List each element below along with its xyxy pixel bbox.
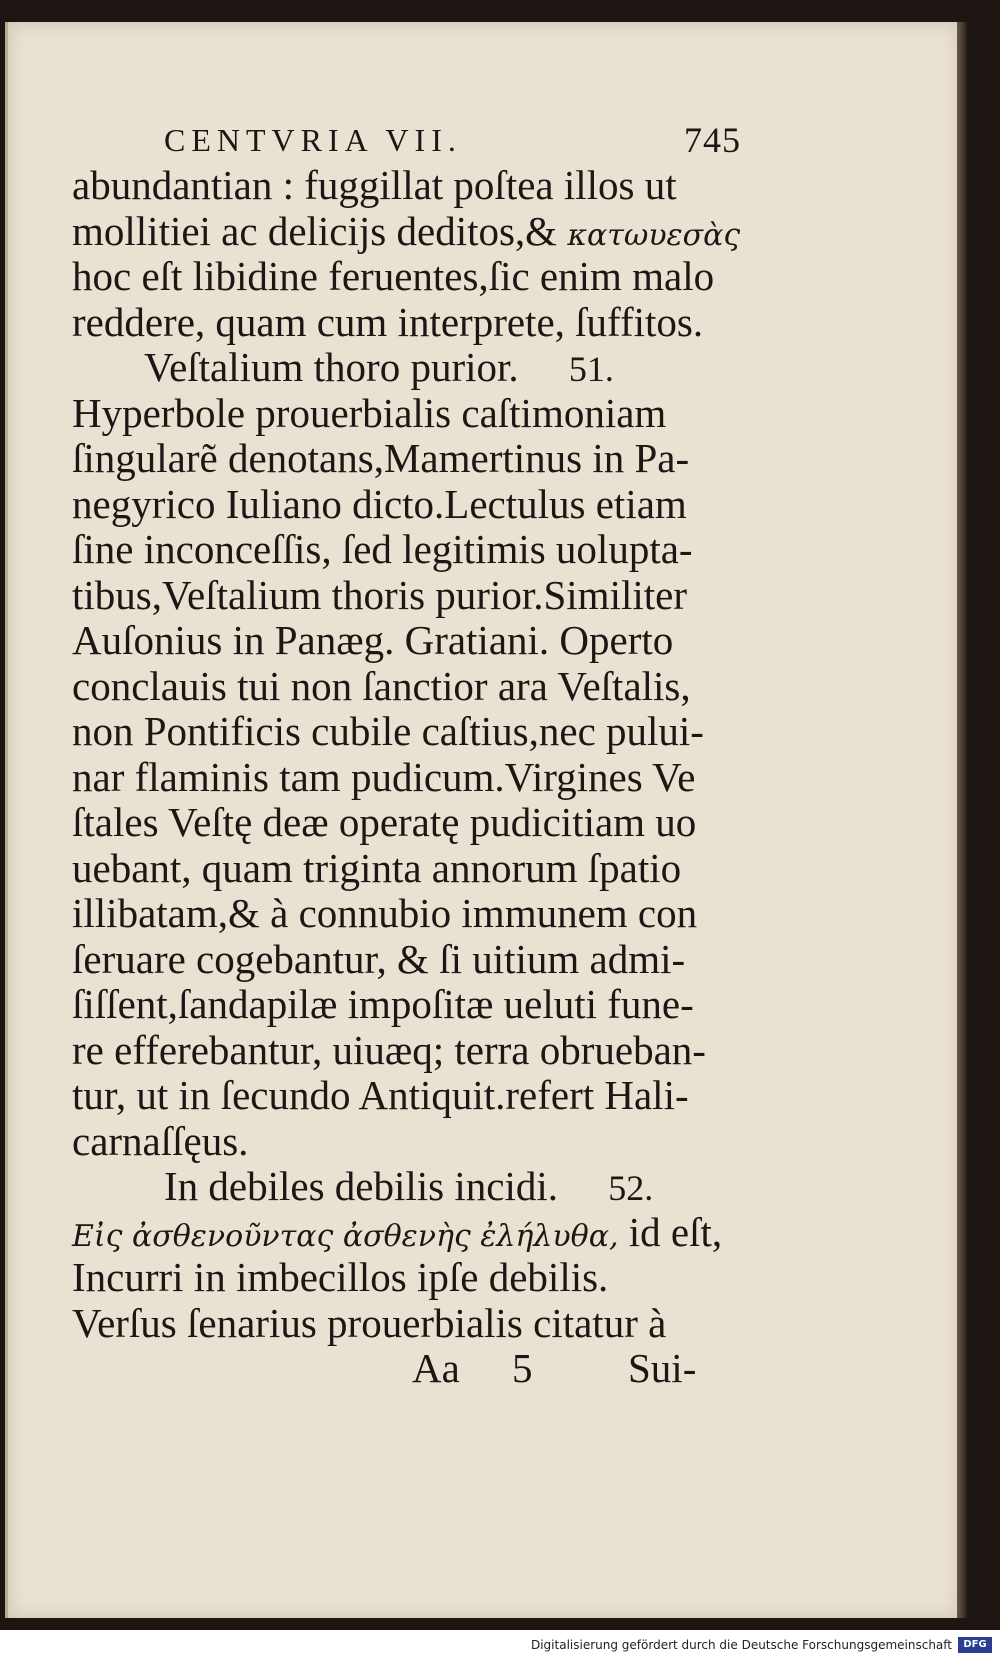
footer-credit: Digitalisierung gefördert durch die Deutsche Forschungsgemeinschaft xyxy=(530,1638,952,1652)
page-edge xyxy=(957,22,967,1618)
text-line: reddere, quam cum interprete, ſuffitos. xyxy=(72,298,704,345)
text-line: Hyperbole prouerbialis caſtimoniam xyxy=(72,389,667,436)
text-line: non Pontificis cubile caſtius,nec pului- xyxy=(72,708,704,754)
running-head-title: CENTVRIA VII. xyxy=(164,122,462,158)
proverb-title: Veſtalium thoro purior. xyxy=(144,344,519,390)
proverb-number: 51. xyxy=(568,349,614,389)
text-line: abundantian : fuggillat poſtea illos ut xyxy=(72,162,677,208)
text-line: tibus,Veſtalium thoris purior.Similiter xyxy=(72,571,687,618)
text-line: carnaſſęus. xyxy=(72,1117,249,1164)
footer-bar xyxy=(0,1630,1000,1664)
page-text xyxy=(72,118,772,1392)
running-head xyxy=(72,118,772,163)
text-segment: id eſt, xyxy=(628,1208,723,1255)
text-line: re efferebantur, uiuæq; terra obrueban- xyxy=(72,1026,706,1073)
proverb-heading-51 xyxy=(72,345,772,391)
text-line: Verſus ſenarius prouerbialis citatur à xyxy=(72,1299,667,1346)
text-line: ſiſſent,ſandapilæ impoſitæ ueluti fune- xyxy=(72,981,694,1027)
signature-mark: Aa xyxy=(412,1345,460,1391)
text-line: uebant, quam triginta annorum ſpatio xyxy=(72,844,682,891)
text-line: nar flaminis tam pudicum.Virgines Ve xyxy=(72,753,696,800)
greek-quote-line xyxy=(72,1210,772,1256)
signature-number: 5 xyxy=(512,1345,533,1391)
page-number: 745 xyxy=(684,120,741,160)
text-line: negyrico Iuliano dicto.Lectulus etiam xyxy=(72,480,687,527)
text-line: Auſonius in Panæg. Gratiani. Operto xyxy=(72,617,674,663)
text-line: conclauis tui non ſanctior ara Veſtalis, xyxy=(72,662,691,709)
text-line: illibatam,& à connubio immunem con xyxy=(72,890,698,936)
catchline xyxy=(72,1346,772,1392)
dfg-logo-icon: DFG xyxy=(958,1637,992,1653)
proverb-number: 52. xyxy=(608,1168,654,1208)
proverb-title: In debiles debilis incidi. xyxy=(164,1163,558,1209)
text-line: ſeruare cogebantur, & ſi uitium admi- xyxy=(72,935,686,982)
text-line: hoc eſt libidine feruentes,ſic enim malo xyxy=(72,253,715,299)
text-line: ſine inconceſſis, ſed legitimis uolupta- xyxy=(72,526,693,572)
proverb-heading-52 xyxy=(72,1164,772,1210)
greek-word: κατωυεσὰς xyxy=(567,217,741,253)
catchword: Sui- xyxy=(628,1345,697,1391)
text-line xyxy=(72,209,772,255)
text-line: ſtales Veſtę deæ operatę pudicitiam uo xyxy=(72,799,697,845)
text-line: Incurri in imbecillos ipſe debilis. xyxy=(72,1254,609,1300)
greek-quote: Εἰς ἀσθενοῦντας ἀσθενὴς ἐλήλυθα, xyxy=(72,1218,619,1254)
text-line: tur, ut in ſecundo Antiquit.refert Hali- xyxy=(72,1072,689,1118)
text-line: ſingularẽ denotans,Mamertinus in Pa- xyxy=(72,435,690,481)
text-segment: mollitiei ac delicijs deditos,& xyxy=(72,207,558,254)
